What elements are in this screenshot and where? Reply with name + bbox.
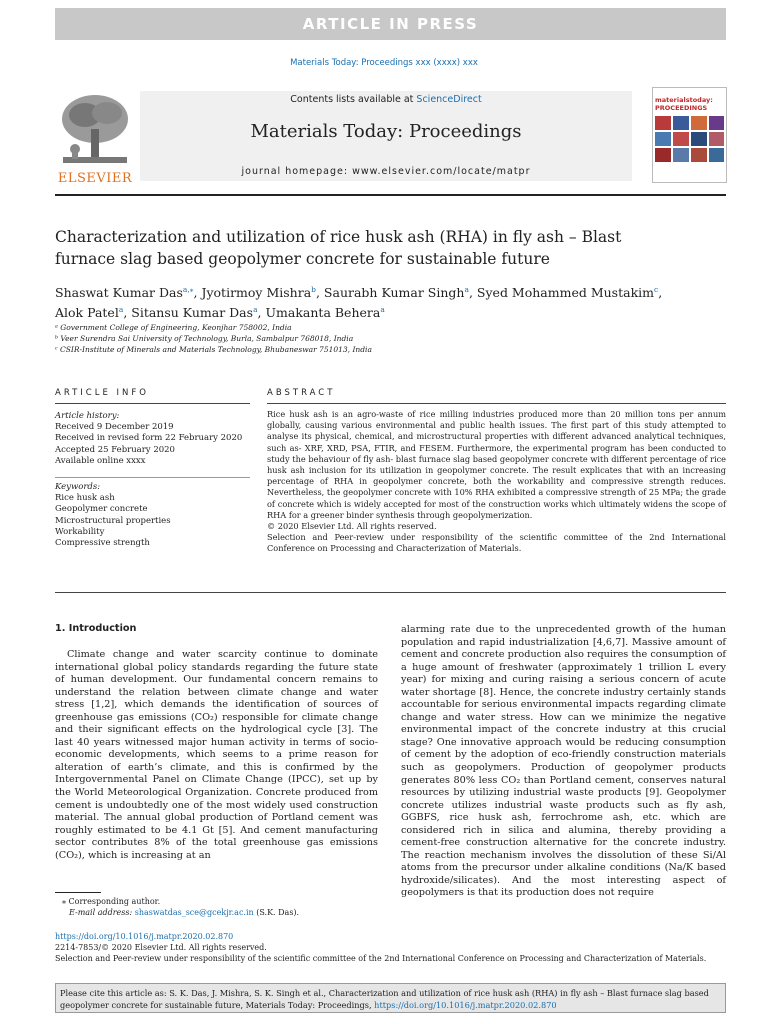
article-history (55, 411, 255, 467)
history-item: Received in revised form 22 February 2020 (55, 433, 243, 444)
abstract-review: Selection and Peer-review under responsibility of the scientific committee of the 2nd International Conference on Processing and Characterization of Materials. (267, 532, 726, 554)
author-affiliation-marker[interactable]: a (380, 305, 385, 315)
abstract-text: Rice husk ash is an agro-waste of rice milling industries produced more than 20 million tons per annum globally, causing various environmental and public health issues. The first part of this study attempted to analyse its physical, chemical, and microstructural properties with different advanced analytical techniques, such as- XRF, XRD, PSA, FTIR, and FESEM. Furthermore, the experimental program has been conducted to study the behaviour of fly ash- blast furnace slag based geopolymer concrete with different percentage of rice husk ash inclusion for its utilization in geopolymer concrete. The result explicates that with an increasing percentage of RHA in geopolymer concrete, both the workability and compressive strength reduces. Nevertheless, the geopolymer concrete with 10% RHA exhibited a compressive strength of 25 MPa; the grade of concrete which is widely accepted for most of the construction works which ultimately widens the scope of RHA for a greener binder synthesis through geopolymerization. (267, 409, 726, 520)
keyword: Compressive strength (55, 538, 150, 549)
article-title (55, 226, 695, 270)
contents-line (140, 94, 632, 105)
cite-doi-link[interactable]: https://doi.org/10.1016/j.matpr.2020.02.870 (374, 1000, 557, 1010)
footnote-rule (55, 892, 101, 893)
cite-this-article-box (55, 983, 726, 1013)
homepage-prefix: journal homepage: (241, 166, 353, 177)
review-line: Selection and Peer-review under responsibility of the scientific committee of the 2nd International Conference on Processing and Characterization of Materials. (55, 954, 707, 963)
cite-text: Please cite this article as: S. K. Das, J. Mishra, S. K. Singh et al., Characterization and utilization of rice husk ash (RHA) in fly ash – Blast furnace slag based geopolymer concrete for sustainable future, Materials Today: Proceedings, (60, 988, 709, 1010)
author-affiliation-marker[interactable]: a (253, 305, 258, 315)
issn-line: 2214-7853/© 2020 Elsevier Ltd. All rights reserved. (55, 943, 267, 952)
footnote (62, 896, 299, 918)
doi-block (55, 931, 745, 964)
title-line-2: furnace slag based geopolymer concrete for sustainable future (55, 250, 550, 268)
abstract-body (267, 409, 726, 555)
cover-title: materialstoday: PROCEEDINGS (655, 96, 713, 112)
history-label: Article history: (55, 411, 120, 421)
history-item: Available online xxxx (55, 455, 146, 466)
affiliation: ᵇ Veer Surendra Sai University of Technology, Burla, Sambalpur 768018, India (55, 334, 354, 343)
homepage-url[interactable]: www.elsevier.com/locate/matpr (352, 166, 531, 177)
email-suffix: (S.K. Das). (253, 908, 300, 917)
article-info-heading: ARTICLE INFO (55, 388, 149, 398)
author-affiliation-marker[interactable]: c (654, 285, 659, 294)
contents-prefix: Contents lists available at (290, 94, 417, 105)
doi-link[interactable]: https://doi.org/10.1016/j.matpr.2020.02.870 (55, 932, 234, 941)
keywords (55, 482, 255, 549)
journal-cover[interactable] (652, 87, 727, 183)
journal-name: Materials Today: Proceedings (250, 121, 522, 142)
author[interactable]: Jyotirmoy Mishra (201, 285, 312, 301)
author[interactable]: Saurabh Kumar Singh (323, 285, 465, 301)
affiliations (55, 322, 372, 355)
author[interactable]: Syed Mohammed Mustakim (476, 285, 654, 301)
header-rule (55, 194, 726, 196)
elsevier-wordmark: ELSEVIER (57, 171, 133, 186)
author-affiliation-marker[interactable]: a (464, 285, 469, 294)
elsevier-tree-icon (55, 91, 135, 169)
abstract-copyright: © 2020 Elsevier Ltd. All rights reserved. (267, 521, 437, 532)
journal-homepage (140, 166, 632, 177)
keyword: Workability (55, 526, 105, 537)
sciencedirect-link[interactable]: ScienceDirect (416, 94, 482, 105)
keyword: Rice husk ash (55, 493, 115, 504)
author[interactable]: Umakanta Behera (265, 305, 381, 321)
history-item: Accepted 25 February 2020 (55, 444, 175, 455)
cover-mosaic-icon (653, 114, 726, 174)
author[interactable]: Shaswat Kumar Das (55, 285, 183, 301)
keywords-rule (55, 477, 250, 478)
author-affiliation-marker[interactable]: b (311, 285, 316, 294)
intro-right-column: alarming rate due to the unprecedented growth of the human population and rapid industrialization [4,6,7]. Massive amount of cement and concrete production also requires the consumption of a huge amount of freshwater (approximately 1 trillion L every year) for mixing and curing raising a serious concern of acute water shortage [8]. Hence, the concrete industry certainly stands accountable for serious environmental impacts regarding climate change and water stress. How can we minimize the negative environmental impact of the concrete industry at this crucial stage? One innovative approach would be reducing consumption of cement by the adoption of eco-friendly construction materials such as geopolymers. Production of geopolymer products generates 80% less CO₂ than Portland cement, conserves natural resources by utilizing industrial waste products [9]. Geopolymer concrete utilizes industrial waste products such as fly ash, GGBFS, rice husk ash, ferrochrome ash, etc. which are considered rich in silica and alumina, thereby providing a cement-free construction alternative for the concrete industry. The reaction mechanism involves the dissolution of these Si/Al atoms from the precursor under alkaline conditions (Na/K based hydroxide/silicates). And the most interesting aspect of geopolymers is that its production does not require (401, 624, 726, 899)
affiliation: ᶜ CSIR-Institute of Minerals and Materials Technology, Bhubaneswar 751013, India (55, 345, 372, 354)
abstract-heading: ABSTRACT (267, 388, 336, 398)
abstract-end-rule (55, 592, 726, 593)
author-list: Shaswat Kumar Das$^{a,⁎}$, Jyotirmoy Mishra$^b$, Saurabh Kumar Singh$^a$, Syed Mohammed Mustakim$^c$, Alok Patel$^a$, Sitansu Kumar Das$^a$, Umakanta Behera$^a$ (55, 285, 663, 321)
author[interactable]: Sitansu Kumar Das (131, 305, 254, 321)
intro-left-column: Climate change and water scarcity continue to dominate international global policy standards regarding the future state of human development. Our fundamental concern remains to understand the relation between climate change and water stress [1,2], which demands the identification of sources of greenhouse gas emissions (CO₂) responsible for climate change and their significant effects on the hydrological cycle [3]. The last 40 years witnessed major human activity in terms of socio-economic developments, which seems to a prime reason for alteration of earth’s climate, and this is confirmed by the Intergovernmental Panel on Climate Change (IPCC), set up by the World Meteorological Organization. Concrete produced from cement is undoubtedly one of the most widely used construction material. The annual global production of Portland cement was roughly estimated to be 4.1 Gt [5]. And cement manufacturing sector contributes 8% of the total greenhouse gas emissions (CO₂), which is increasing at an (55, 649, 378, 861)
article-in-press-banner: ARTICLE IN PRESS (55, 8, 726, 40)
article-info-rule (55, 403, 250, 404)
elsevier-logo (55, 91, 135, 186)
title-line-1: Characterization and utilization of rice husk ash (RHA) in fly ash – Blast (55, 228, 622, 246)
history-item: Received 9 December 2019 (55, 422, 174, 433)
author-affiliation-marker[interactable]: a (118, 305, 124, 315)
author[interactable]: Alok Patel (55, 305, 119, 321)
journal-citation-link[interactable]: Materials Today: Proceedings xxx (xxxx) xxx (290, 58, 478, 68)
abstract-rule (267, 403, 726, 404)
introduction-heading: 1. Introduction (55, 623, 137, 634)
author-affiliation-marker[interactable]: a,⁎ (182, 285, 194, 294)
corresponding-author: ⁎ Corresponding author. (62, 897, 161, 906)
email-label: E-mail address: (69, 908, 135, 917)
affiliation: ᵃ Government College of Engineering, Keonjhar 758002, India (55, 323, 292, 332)
keywords-label: Keywords: (55, 482, 101, 492)
email-line (62, 907, 299, 918)
keyword: Microstructural properties (55, 515, 171, 526)
keyword: Geopolymer concrete (55, 504, 148, 515)
email-link[interactable]: shaswatdas_sce@gcekjr.ac.in (134, 908, 254, 917)
